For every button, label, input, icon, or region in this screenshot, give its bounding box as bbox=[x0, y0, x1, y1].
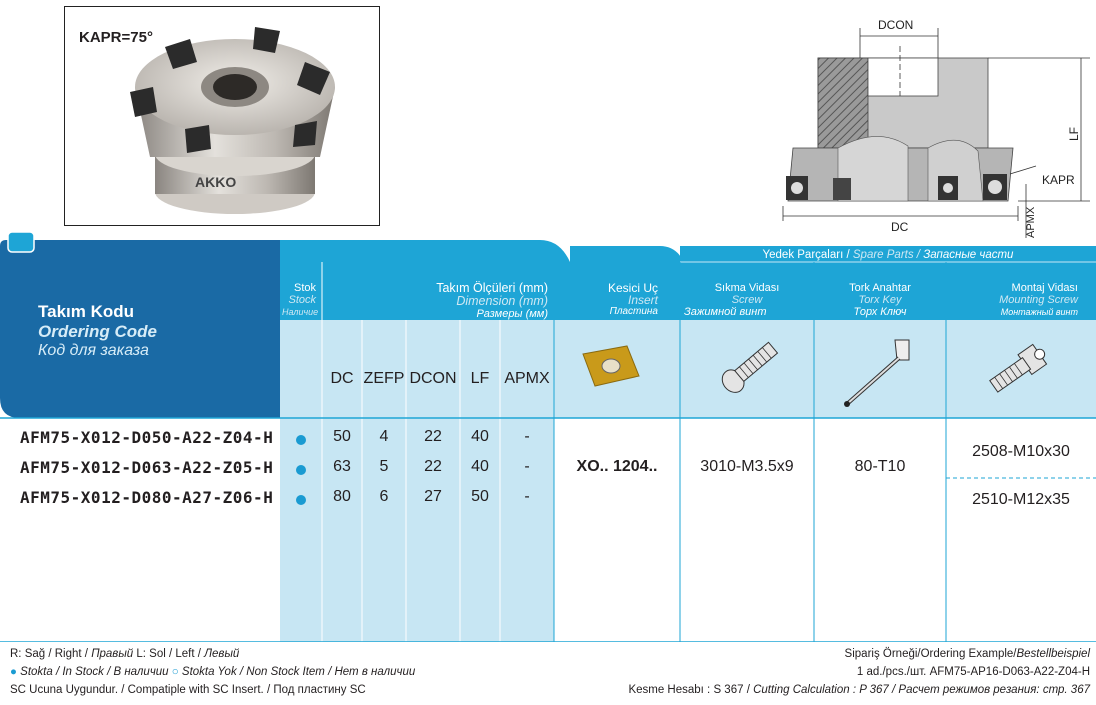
kapr-dimension-label: KAPR bbox=[1042, 173, 1075, 187]
mounting-screw-code-2: 2510-M12x35 bbox=[972, 491, 1070, 508]
dc-dimension-label: DC bbox=[891, 220, 909, 234]
mounting-screw-code-1: 2508-M10x30 bbox=[972, 443, 1070, 460]
screw-code: 3010-M3.5x9 bbox=[700, 458, 794, 475]
product-table bbox=[0, 232, 1096, 642]
col-apmx: APMX bbox=[504, 370, 550, 387]
cell-dc: 63 bbox=[333, 458, 351, 475]
apmx-dimension-label: APMX bbox=[1025, 206, 1037, 238]
cutting-calculation-ref: Kesme Hesabı : S 367 / Cutting Calculation : P 367 / Расчет режимов резания: стр. 367 bbox=[628, 684, 1090, 696]
kapr-label: KAPR=75° bbox=[79, 29, 153, 46]
insert-code: XO.. 1204.. bbox=[576, 458, 658, 475]
insert-header: Kesici Uç Insert Пластина bbox=[607, 281, 658, 317]
brand-mark: AKKO bbox=[195, 174, 237, 190]
cell-zefp: 4 bbox=[379, 428, 389, 445]
mounting-screw-header: Montaj Vidası Mounting Screw Монтажный винт bbox=[999, 282, 1078, 317]
technical-drawing bbox=[778, 6, 1096, 242]
torx-key-code: 80-T10 bbox=[854, 458, 906, 475]
torx-key-header: Tork Anahtar Torx Key Торх Ключ bbox=[849, 282, 911, 318]
ordering-code-heading: Takım Kodu Ordering Code Код для заказа bbox=[38, 302, 158, 359]
lf-dimension-label: LF bbox=[1067, 126, 1081, 141]
ordering-code: AFM75-X012-D080-A27-Z06-H bbox=[20, 488, 274, 507]
cell-apmx: - bbox=[524, 458, 530, 475]
ordering-example-value: 1 ad./pcs./шт. AFM75-AP16-D063-A22-Z04-H bbox=[856, 666, 1090, 678]
cell-lf: 50 bbox=[471, 488, 489, 505]
ordering-code: AFM75-X012-D050-A22-Z04-H bbox=[20, 428, 274, 447]
cell-zefp: 5 bbox=[379, 458, 389, 475]
cell-dc: 50 bbox=[333, 428, 351, 445]
cell-dcon: 22 bbox=[424, 458, 442, 475]
cell-lf: 40 bbox=[471, 458, 489, 475]
cell-apmx: - bbox=[524, 488, 530, 505]
spare-parts-header: Yedek Parçaları / Spare Parts / Запасные части bbox=[762, 249, 1014, 261]
stock-header: Stok Stock Наличие bbox=[282, 282, 319, 317]
cell-zefp: 6 bbox=[379, 488, 389, 505]
dimension-header: Takım Ölçüleri (mm) Dimension (mm) Размеры (мм) bbox=[436, 281, 548, 320]
dcon-dimension-label: DCON bbox=[878, 18, 914, 32]
insert-icon bbox=[575, 342, 645, 392]
in-stock-dot bbox=[296, 465, 306, 475]
footer-stock-legend: ● Stokta / In Stock / В наличии ○ Stokta Yok / Non Stock Item / Нет в наличии bbox=[10, 666, 416, 678]
footer-sc-note: SC Ucuna Uygundur. / Compatiple with SC Insert. / Под пластину SC bbox=[10, 684, 366, 696]
mounting-screw-icon bbox=[980, 336, 1060, 400]
cell-dcon: 27 bbox=[424, 488, 442, 505]
col-zefp: ZEFP bbox=[363, 370, 405, 387]
col-dcon: DCON bbox=[409, 370, 457, 387]
clamping-screw-icon bbox=[710, 332, 790, 402]
col-dc: DC bbox=[330, 370, 354, 387]
milling-cutter-photo bbox=[105, 17, 365, 222]
cell-dcon: 22 bbox=[424, 428, 442, 445]
torx-key-icon bbox=[835, 330, 915, 412]
cell-dc: 80 bbox=[333, 488, 351, 505]
in-stock-dot bbox=[296, 435, 306, 445]
cell-lf: 40 bbox=[471, 428, 489, 445]
col-lf: LF bbox=[470, 370, 490, 387]
footer-direction-legend: R: Sağ / Right / Правый L: Sol / Left / Левый bbox=[10, 648, 240, 660]
stock-dot-icon: ● bbox=[10, 666, 17, 678]
ordering-example-title: Sipariş Örneği/Ordering Example/Bestellbeispiel bbox=[844, 648, 1090, 660]
ordering-code: AFM75-X012-D063-A22-Z05-H bbox=[20, 458, 274, 477]
screw-header: Sıkma Vidası Screw Зажимной винт bbox=[684, 282, 780, 318]
cell-apmx: - bbox=[524, 428, 530, 445]
no-stock-circle-icon: ○ bbox=[171, 666, 179, 678]
product-photo-frame bbox=[64, 6, 380, 226]
in-stock-dot bbox=[296, 495, 306, 505]
